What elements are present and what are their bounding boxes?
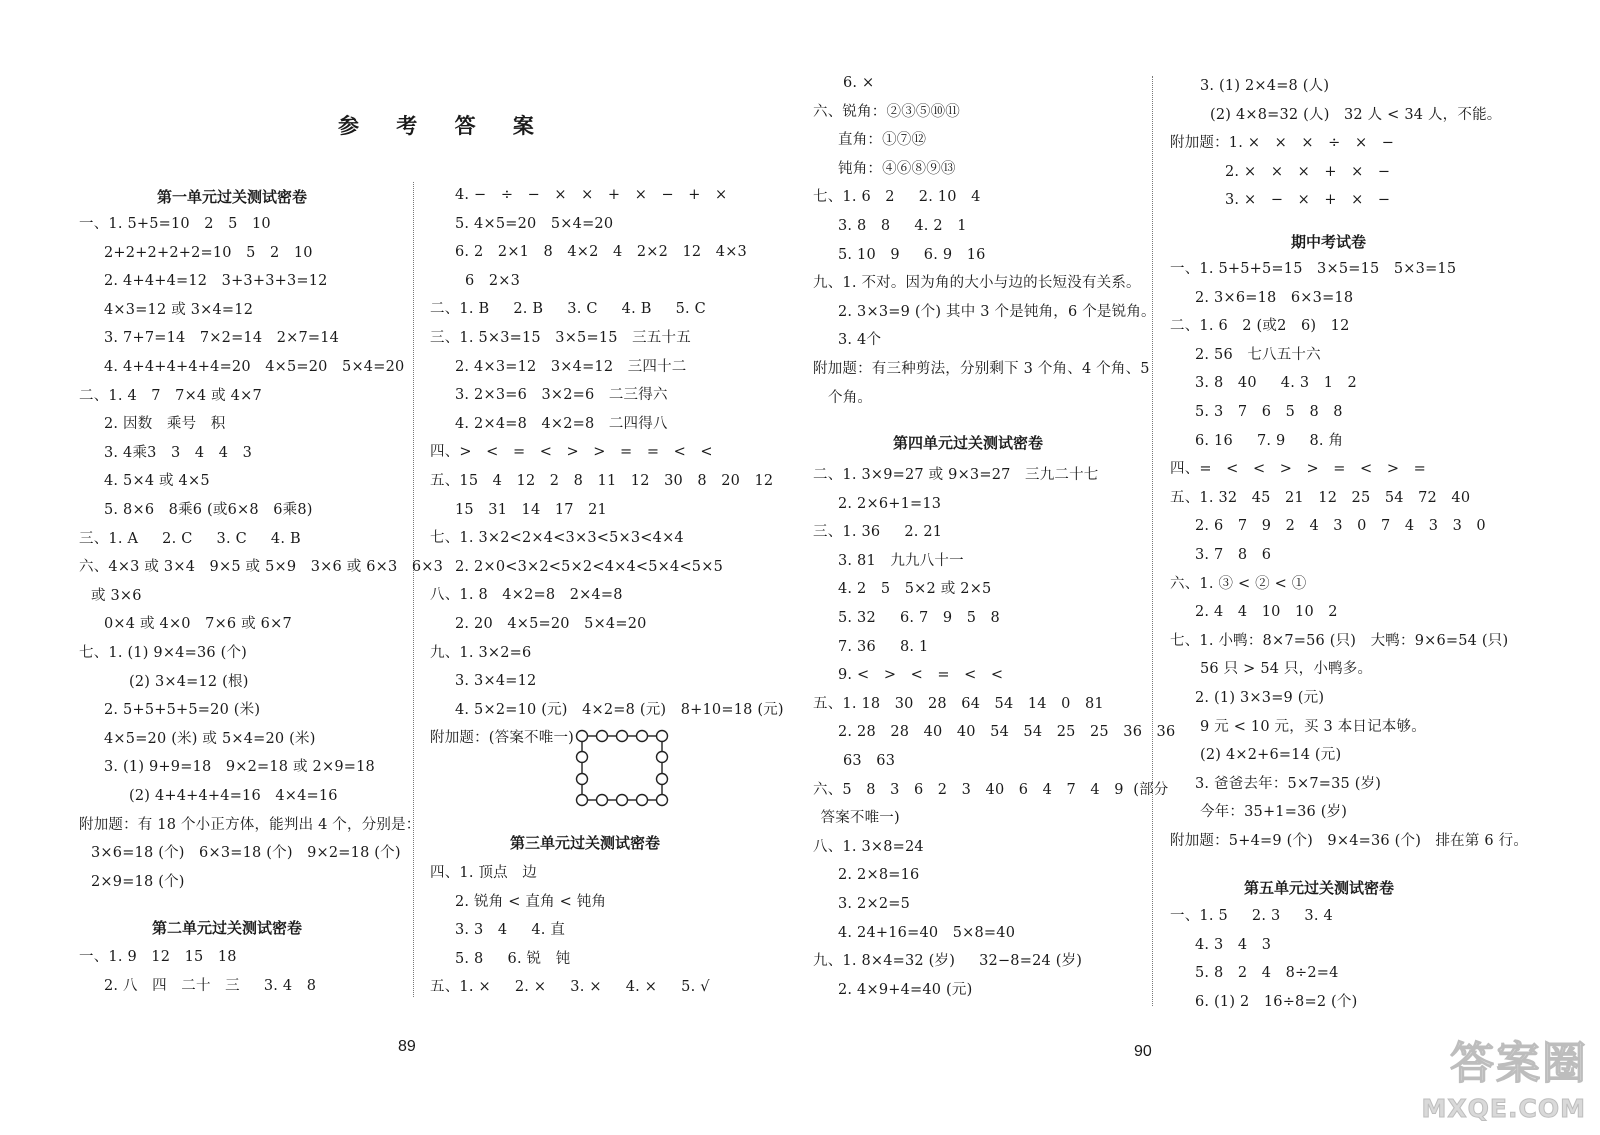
answer-line: 四、= < < > > = < > =	[1170, 461, 1426, 478]
answer-line: 6. ×	[843, 75, 875, 91]
answer-line: 6. 2 2×1 8 4×2 4 2×2 12 4×3	[455, 244, 747, 261]
watermark-bottom-text: MXQE.COM	[1421, 1094, 1586, 1123]
answer-line: 7. 36 8. 1	[838, 638, 929, 655]
answer-line: 六、1. ③ < ② < ①	[1170, 575, 1307, 592]
answer-line: 2. 3×6=18 6×3=18	[1195, 289, 1354, 306]
answer-line: 4. 4+4+4+4+4=20 4×5=20 5×4=20	[104, 359, 405, 375]
answer-line: 五、1. 18 30 28 64 54 14 0 81	[813, 695, 1104, 712]
answer-line: 今年：35+1=36 (岁)	[1200, 804, 1348, 821]
answer-line: 附加题：有 18 个小正方体，能判出 4 个，分别是：	[79, 816, 421, 833]
answer-line: 2. 2×6+1=13	[838, 495, 942, 512]
answer-line: 3. 8 40 4. 3 1 2	[1195, 375, 1357, 392]
square-diagram	[574, 728, 670, 808]
answer-line: 4. 2×4=8 4×2=8 二四得八	[455, 415, 668, 432]
answer-line: 63 63	[843, 753, 896, 769]
answer-line: 3. 2×2=5	[838, 896, 911, 912]
answer-line: 2. 因数 乘号 积	[104, 416, 226, 433]
answer-line: 2. 4+4+4=12 3+3+3+3=12	[104, 273, 328, 290]
answer-line: 2. 4×9+4=40 (元)	[838, 981, 973, 998]
answer-line: 九、1. 3×2=6	[430, 644, 532, 661]
answer-line: 2. 2×0<3×2<5×2<4×4<5×4<5×5	[455, 558, 723, 575]
answer-line: 2. 5+5+5+5=20 (米)	[104, 702, 261, 719]
answer-line: 2. 4 4 10 10 2	[1195, 604, 1338, 621]
answer-line: 4. 3 4 3	[1195, 936, 1272, 953]
answer-line: 七、1. 3×2<2×4<3×3<5×3<4×4	[430, 530, 684, 547]
answer-line: 一、1. 9 12 15 18	[79, 949, 237, 965]
answer-line: 四、1. 顶点 边	[430, 865, 537, 881]
answer-line: 附加题：1. × × × ÷ × −	[1170, 135, 1395, 152]
col4-heading-midterm: 期中考试卷	[1291, 233, 1367, 251]
answer-line: 3. 3×4=12	[455, 673, 537, 690]
answer-line: 九、1. 8×4=32 (岁) 32−8=24 (岁)	[813, 953, 1083, 970]
col3-heading-unit4: 第四单元过关测试密卷	[893, 434, 1044, 452]
answer-line: 6. 16 7. 9 8. 角	[1195, 432, 1344, 449]
answer-line: 七、1. 小鸭：8×7=56 (只) 大鸭：9×6=54 (只)	[1170, 632, 1509, 649]
answer-line: 三、1. 36 2. 21	[813, 524, 943, 541]
answer-line: 3. 4乘3 3 4 4 3	[104, 444, 253, 461]
answer-line: 9. < > < = < <	[838, 667, 1004, 684]
answer-line: 3. (1) 2×4=8 (人)	[1200, 78, 1330, 94]
answer-line: 或 3×6	[91, 587, 142, 604]
answer-line: 2. 6 7 9 2 4 3 0 7 4 3 3 0	[1195, 518, 1486, 535]
watermark-top-text: 答案圈	[1450, 1038, 1588, 1089]
answer-line: 八、1. 3×8=24	[813, 838, 924, 855]
answer-line: 4. − ÷ − × × + × − + ×	[455, 187, 728, 203]
answer-line: 4. 24+16=40 5×8=40	[838, 924, 1016, 941]
answer-line: 2. 2×8=16	[838, 867, 920, 884]
answer-line: 3. 3 4 4. 直	[455, 922, 566, 939]
answer-line: 0×4 或 4×0 7×6 或 6×7	[104, 616, 292, 633]
answer-line: 三、1. 5×3=15 3×5=15 三五十五	[430, 330, 691, 346]
answer-line: 3. × − × + × −	[1225, 192, 1391, 209]
answer-line: 4×5=20 (米) 或 5×4=20 (米)	[104, 730, 316, 747]
answer-line: 2. 28 28 40 40 54 54 25 25 36 36	[838, 724, 1176, 741]
answer-line: 2. (1) 3×3=9 (元)	[1195, 690, 1325, 706]
answer-line: 6. (1) 2 16÷8=2 (个)	[1195, 993, 1358, 1010]
answer-line: 五、1. 32 45 21 12 25 54 72 40	[1170, 489, 1471, 506]
answer-line: 56 只 > 54 只，小鸭多。	[1200, 661, 1373, 678]
answer-line: 5. 8×6 8乘6 (或6×8 6乘8)	[104, 502, 313, 518]
page-number-right: 90	[1134, 1043, 1152, 1060]
answer-line: 附加题：有三种剪法，分别剩下 3 个角、4 个角、5	[813, 361, 1150, 377]
answer-line: 5. 32 6. 7 9 5 8	[838, 610, 1000, 626]
answer-line: 2+2+2+2+2=10 5 2 10	[104, 244, 313, 261]
column-divider-left	[413, 182, 414, 997]
answer-line: 2×9=18 (个)	[91, 873, 185, 890]
answer-line: 四、> < = < > > = = < <	[430, 444, 713, 461]
answer-line: 3. 爸爸去年：5×7=35 (岁)	[1195, 775, 1382, 792]
answer-line: 一、1. 5+5=10 2 5 10	[79, 216, 271, 232]
answer-line: 2. 3×3=9 (个) 其中 3 个是钝角，6 个是锐角。	[838, 303, 1156, 320]
answer-line: 3. 8 8 4. 2 1	[838, 218, 967, 234]
answer-line: 3×6=18 (个) 6×3=18 (个) 9×2=18 (个)	[91, 845, 401, 862]
answer-line: 答案不唯一)	[820, 810, 900, 827]
answer-line: 2. 56 七八五十六	[1195, 346, 1321, 363]
col1-heading-unit2: 第二单元过关测试密卷	[152, 919, 303, 937]
answer-line: (2) 4×8=32 (人) 32 人 < 34 人，不能。	[1210, 106, 1502, 123]
answer-line: (2) 3×4=12 (根)	[129, 673, 249, 690]
answer-line: 15 31 14 17 21	[455, 501, 607, 518]
answer-line: 3. 7 8 6	[1195, 547, 1272, 563]
answer-line: 五、15 4 12 2 8 11 12 30 8 20 12	[430, 473, 774, 489]
column-divider-right	[1152, 76, 1153, 1006]
answer-line: 二、1. 6 2 (或2 6) 12	[1170, 318, 1350, 335]
answer-line: 七、1. 6 2 2. 10 4	[813, 189, 981, 206]
answer-line: 3. 7+7=14 7×2=14 2×7=14	[104, 330, 340, 347]
answer-line: 2. 八 四 二十 三 3. 4 8	[104, 977, 317, 994]
answer-line: (2) 4+4+4+4=16 4×4=16	[129, 788, 338, 804]
answer-line: 2. × × × + × −	[1225, 163, 1391, 180]
answer-line: 二、1. B 2. B 3. C 4. B 5. C	[430, 301, 706, 318]
answer-line: 5. 3 7 6 5 8 8	[1195, 404, 1343, 420]
answer-line: 个角。	[828, 389, 873, 406]
answer-line: 一、1. 5+5+5=15 3×5=15 5×3=15	[1170, 261, 1457, 277]
answer-line: 附加题：(答案不唯一)	[430, 730, 575, 747]
answer-line: 七、1. (1) 9×4=36 (个)	[79, 645, 248, 661]
answer-line: 钝角：④⑥⑧⑨⑬	[838, 160, 956, 177]
answer-line: 4×3=12 或 3×4=12	[104, 301, 254, 318]
answer-line: 3. (1) 9+9=18 9×2=18 或 2×9=18	[104, 759, 375, 776]
answer-line: 2. 20 4×5=20 5×4=20	[455, 616, 647, 632]
answer-line: 三、1. A 2. C 3. C 4. B	[79, 530, 301, 547]
answer-line: 八、1. 8 4×2=8 2×4=8	[430, 587, 623, 604]
watermark-logo	[1421, 1027, 1588, 1127]
answer-line: 二、1. 4 7 7×4 或 4×7	[79, 387, 262, 404]
answer-line: 二、1. 3×9=27 或 9×3=27 三九二十七	[813, 467, 1099, 483]
answer-line: 4. 2 5 5×2 或 2×5	[838, 581, 992, 598]
answer-line: 直角：①⑦⑫	[838, 132, 927, 149]
answer-line: 4. 5×2=10 (元) 4×2=8 (元) 8+10=18 (元)	[455, 701, 784, 718]
answer-line: 9 元 < 10 元，买 3 本日记本够。	[1200, 718, 1426, 735]
answer-line: 2. 锐角 < 直角 < 钝角	[455, 893, 607, 910]
answer-line: 5. 8 2 4 8÷2=4	[1195, 965, 1339, 982]
page-title: 参 考 答 案	[338, 113, 549, 138]
col4-heading-unit5: 第五单元过关测试密卷	[1244, 879, 1395, 897]
answer-line: (2) 4×2+6=14 (元)	[1200, 747, 1342, 764]
answer-line: 2. 4×3=12 3×4=12 三四十二	[455, 358, 687, 375]
answer-line: 4. 5×4 或 4×5	[104, 473, 210, 490]
answer-line: 六、4×3 或 3×4 9×5 或 5×9 3×6 或 6×3 6×3	[79, 559, 444, 576]
answer-line: 5. 10 9 6. 9 16	[838, 246, 986, 263]
answer-line: 六、锐角：②③⑤⑩⑪	[813, 103, 960, 120]
answer-line: 一、1. 5 2. 3 3. 4	[1170, 908, 1333, 924]
answer-line: 六、5 8 3 6 2 3 40 6 4 7 4 9 (部分	[813, 781, 1169, 798]
answer-line: 附加题：5+4=9 (个) 9×4=36 (个) 排在第 6 行。	[1170, 833, 1529, 849]
answer-line: 3. 81 九九八十一	[838, 552, 964, 569]
page-number-left: 89	[398, 1038, 416, 1055]
col2-heading-unit3: 第三单元过关测试密卷	[510, 834, 661, 852]
answer-line: 3. 2×3=6 3×2=6 二三得六	[455, 387, 668, 404]
answer-line: 5. 4×5=20 5×4=20	[455, 215, 614, 232]
answer-line: 九、1. 不对。因为角的大小与边的长短没有关系。	[813, 275, 1141, 292]
answer-line: 5. 8 6. 锐 钝	[455, 950, 571, 967]
answer-line: 6 2×3	[465, 272, 521, 289]
col1-heading-unit1: 第一单元过关测试密卷	[157, 188, 308, 206]
answer-line: 五、1. × 2. × 3. × 4. × 5. √	[430, 979, 710, 996]
answer-line: 3. 4个	[838, 332, 882, 349]
